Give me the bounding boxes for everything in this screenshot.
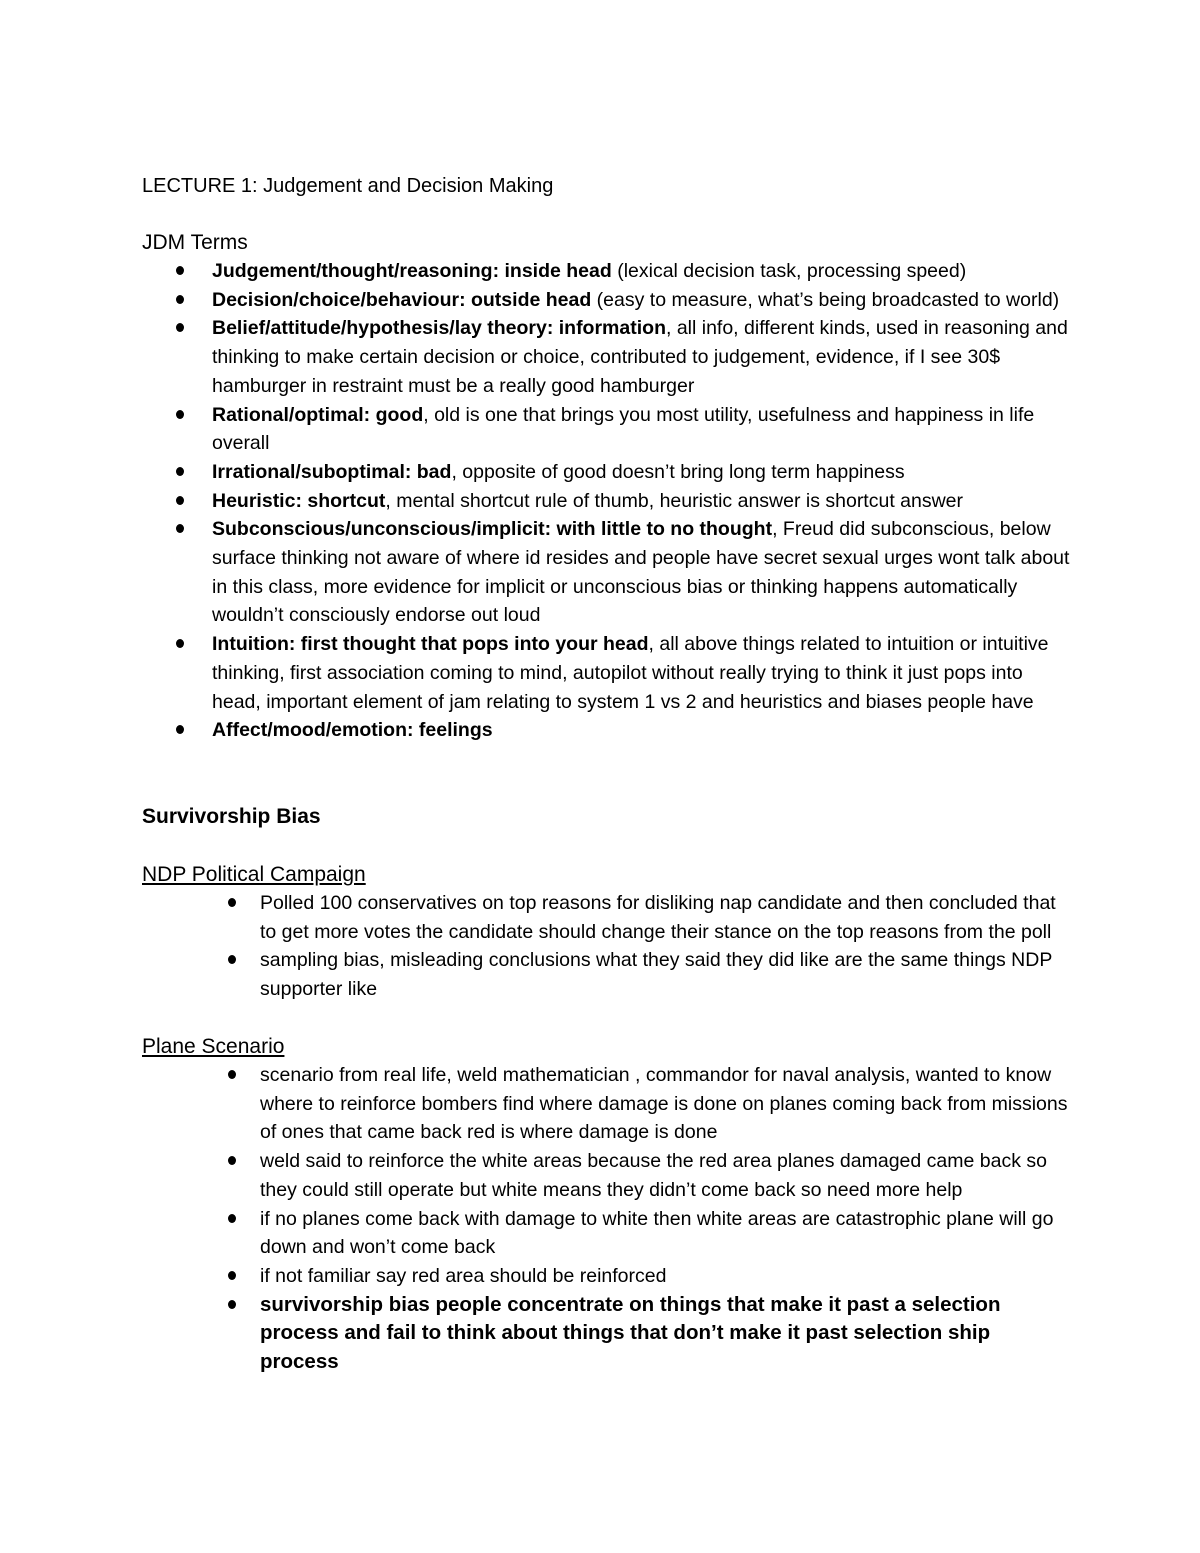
ndp-campaign-heading: NDP Political Campaign <box>142 863 366 886</box>
list-item <box>212 716 1072 745</box>
ndp-list <box>260 889 1070 1004</box>
list-item <box>212 487 1072 516</box>
term-description: , all info, different kinds, used in reasoning and thinking to make certain decision or choice, contributed to judgement, evidence, if I see 30$ hamburger in restraint must be a really good hamburger <box>212 317 1068 397</box>
term-description: (lexical decision task, processing speed) <box>611 260 967 282</box>
page-title <box>142 172 553 200</box>
bullet-icon <box>228 1070 236 1079</box>
list-item <box>260 1262 1070 1291</box>
list-item <box>212 257 1072 286</box>
term-name: Judgement/thought/reasoning: inside head <box>212 260 612 282</box>
term-name: Belief/attitude/hypothesis/lay theory: information <box>212 317 666 340</box>
list-item <box>212 401 1072 458</box>
bullet-icon <box>228 1300 236 1309</box>
list-item <box>212 515 1072 630</box>
item-text: weld said to reinforce the white areas because the red area planes damaged came back so they could still operate but white means they didn’t come back so need more help <box>260 1150 1047 1201</box>
bullet-icon <box>176 524 184 533</box>
bullet-icon <box>228 898 236 907</box>
term-description: (easy to measure, what’s being broadcasted to world) <box>591 288 1060 311</box>
bullet-icon <box>176 295 184 304</box>
jdm-terms-heading: JDM Terms <box>142 231 248 254</box>
item-text: survivorship bias people concentrate on things that make it past a selection process and fail to think about things that don’t make it past selection ship process <box>260 1292 1001 1374</box>
term-description: , Freud did subconscious, below surface thinking not aware of where id resides and people have secret sexual urges wont talk about in this class, more evidence for implicit or unconscious bias or thinking happens automatically wouldn’t consciously endorse out loud <box>212 518 1070 627</box>
item-text: if no planes come back with damage to white then white areas are catastrophic plane will go down and won’t come back <box>260 1207 1054 1259</box>
plane-list <box>260 1061 1070 1377</box>
item-text: scenario from real life, weld mathematician , commandor for naval analysis, wanted to know where to reinforce bombers find where damage is done on planes coming back from missions of ones that came back red is where damage is done <box>260 1064 1068 1144</box>
list-item <box>212 630 1072 716</box>
list-item-bold <box>260 1291 1070 1377</box>
term-description: , opposite of good doesn’t bring long term happiness <box>451 460 905 483</box>
list-item <box>260 889 1070 946</box>
bullet-icon <box>228 1156 236 1165</box>
plane-scenario-heading: Plane Scenario <box>142 1035 285 1058</box>
bullet-icon <box>228 1271 236 1280</box>
term-name: Heuristic: shortcut <box>212 489 386 512</box>
term-name: Affect/mood/emotion: feelings <box>212 719 493 742</box>
title-prefix: LECTURE 1: <box>142 175 264 197</box>
list-item <box>260 1147 1070 1204</box>
term-description: , mental shortcut rule of thumb, heuristic answer is shortcut answer <box>385 489 964 512</box>
term-description: , old is one that brings you most utility, usefulness and happiness in life overall <box>212 403 1035 455</box>
bullet-icon <box>176 323 184 332</box>
list-item <box>260 946 1070 1003</box>
bullet-icon <box>228 1214 236 1223</box>
list-item <box>212 458 1072 487</box>
list-item <box>260 1061 1070 1147</box>
bullet-icon <box>176 266 184 275</box>
bullet-icon <box>176 467 184 476</box>
term-name: Subconscious/unconscious/implicit: with little to no thought <box>212 518 773 541</box>
term-name: Intuition: first thought that pops into your head <box>212 633 649 656</box>
bullet-icon <box>176 639 184 648</box>
bullet-icon <box>228 955 236 964</box>
item-text: if not familiar say red area should be reinforced <box>260 1264 667 1287</box>
bullet-icon <box>176 410 184 419</box>
title-rest: Judgement and Decision Making <box>263 175 554 197</box>
term-name: Decision/choice/behaviour: outside head <box>212 288 592 311</box>
bullet-icon <box>176 496 184 505</box>
list-item <box>212 286 1072 315</box>
item-text: Polled 100 conservatives on top reasons for disliking nap candidate and then concluded that to get more votes the candidate should change their stance on the top reasons from the poll <box>260 892 1056 943</box>
jdm-terms-list <box>212 257 1072 745</box>
survivorship-bias-heading: Survivorship Bias <box>142 805 321 828</box>
term-description: , all above things related to intuition or intuitive thinking, first association coming to mind, autopilot without really trying to think it just pops into head, important element of jam relating to system 1 vs 2 and heuristics and biases people have <box>212 633 1049 713</box>
bullet-icon <box>176 725 184 734</box>
list-item <box>260 1205 1070 1262</box>
list-item <box>212 314 1072 400</box>
term-name: Irrational/suboptimal: bad <box>212 460 452 483</box>
item-text: sampling bias, misleading conclusions what they said they did like are the same things NDP supporter like <box>260 949 1052 1001</box>
term-name: Rational/optimal: good <box>212 403 424 426</box>
